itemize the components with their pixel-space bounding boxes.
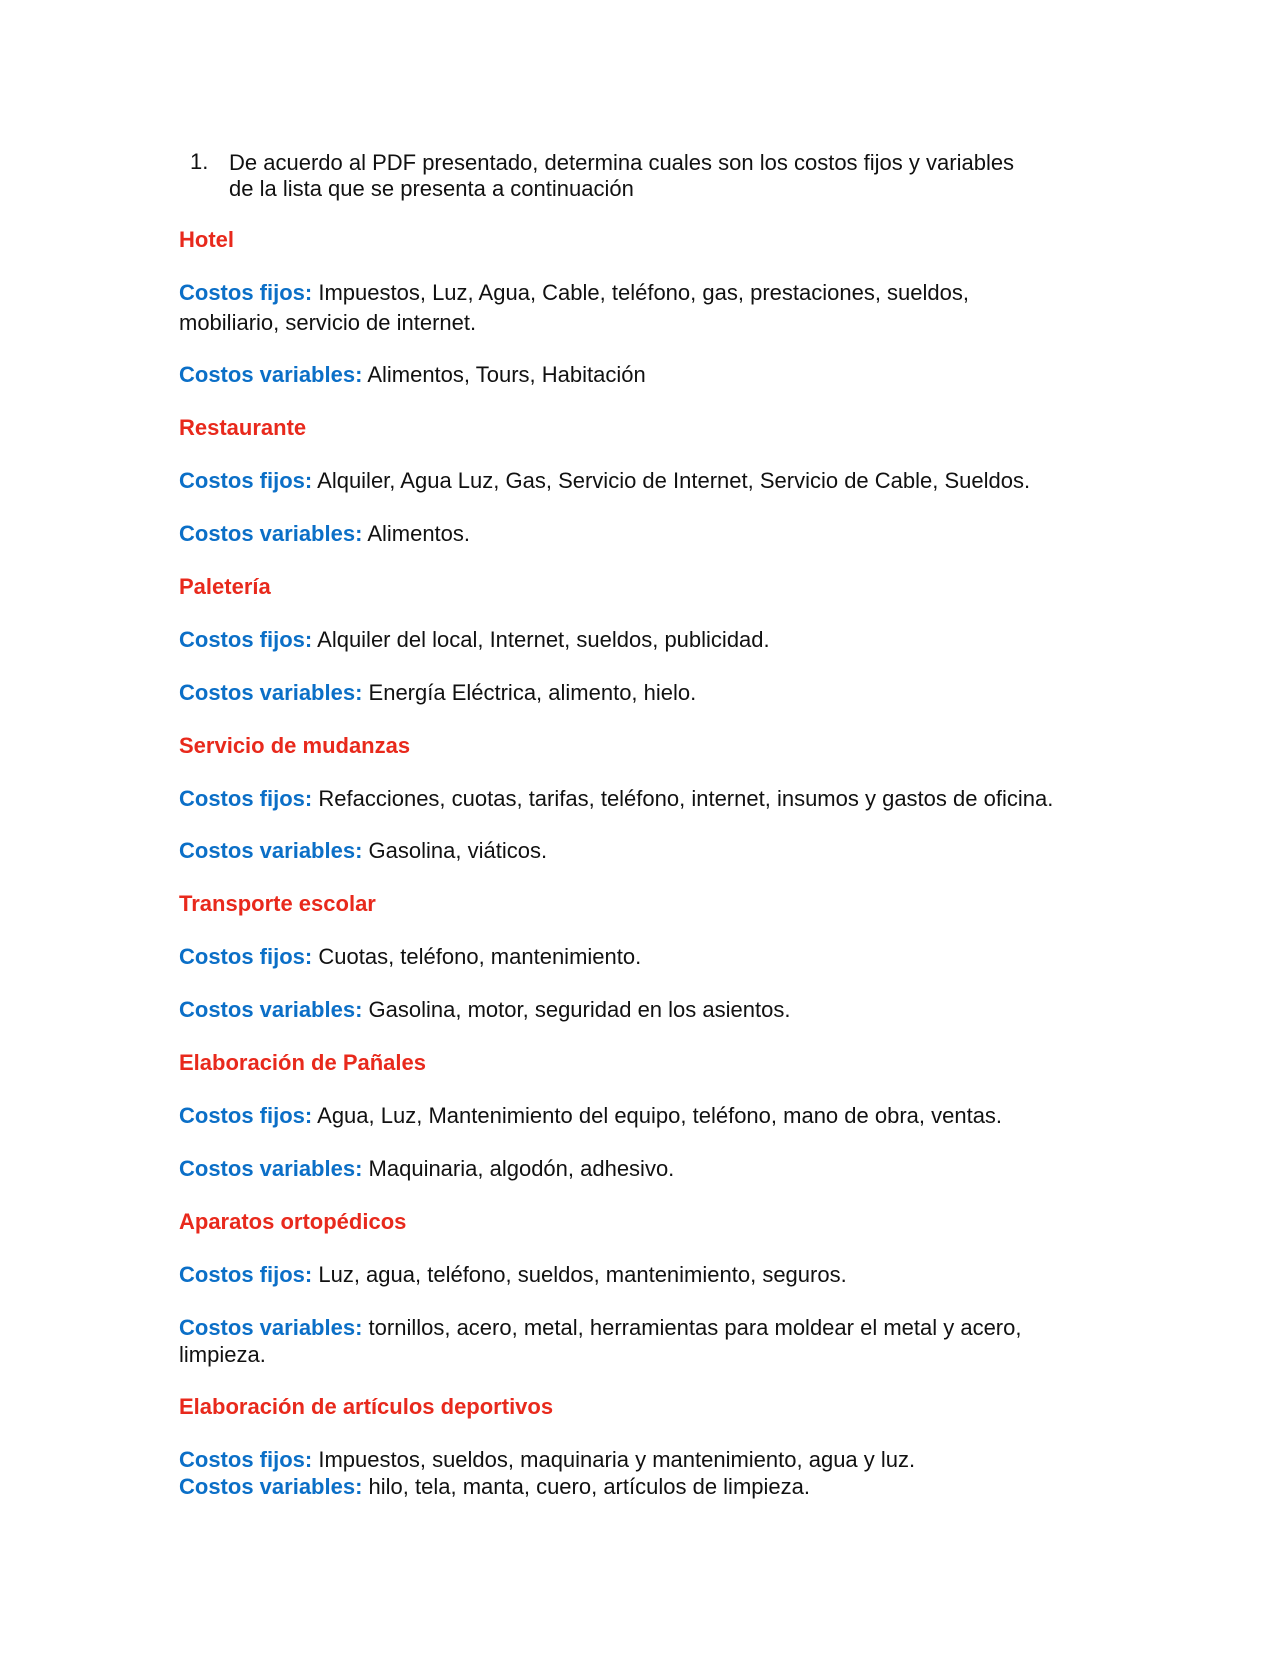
variable-costs-text: Alimentos, Tours, Habitación — [367, 362, 646, 387]
variable-costs-label: Costos variables: — [179, 838, 363, 863]
question-line-2: de la lista que se presenta a continuación — [229, 176, 634, 201]
section-title-ortopedicos: Aparatos ortopédicos — [179, 1209, 407, 1234]
variable-costs-label: Costos variables: — [179, 680, 363, 705]
fixed-costs-label: Costos fijos: — [179, 1103, 313, 1128]
fixed-costs-text: Impuestos, sueldos, maquinaria y mantenimiento, agua y luz. — [318, 1447, 916, 1472]
fixed-costs-text: Refacciones, cuotas, tarifas, teléfono, internet, insumos y gastos de oficina. — [318, 786, 1054, 811]
variable-costs-restaurante — [179, 520, 470, 548]
variable-costs-transporte — [179, 996, 790, 1024]
fixed-costs-label: Costos fijos: — [179, 944, 313, 969]
section-title-transporte: Transporte escolar — [179, 891, 376, 916]
variable-costs-label: Costos variables: — [179, 1474, 363, 1499]
fixed-costs-deportivos — [179, 1446, 915, 1474]
fixed-costs-hotel-cont: mobiliario, servicio de internet. — [179, 310, 477, 335]
variable-costs-text: Gasolina, viáticos. — [368, 838, 548, 863]
fixed-costs-panales — [179, 1102, 1002, 1130]
section-title-deportivos: Elaboración de artículos deportivos — [179, 1394, 554, 1419]
fixed-costs-label: Costos fijos: — [179, 1262, 313, 1287]
section-title-mudanzas: Servicio de mudanzas — [179, 733, 411, 758]
variable-costs-label: Costos variables: — [179, 1156, 363, 1181]
list-number: 1. — [190, 149, 209, 174]
fixed-costs-label: Costos fijos: — [179, 468, 313, 493]
fixed-costs-paleteria — [179, 626, 770, 654]
section-title-paleteria: Paletería — [179, 574, 271, 599]
fixed-costs-restaurante — [179, 467, 1030, 495]
variable-costs-paleteria — [179, 679, 696, 707]
question-line-1: De acuerdo al PDF presentado, determina cuales son los costos fijos y variables — [229, 150, 1015, 175]
fixed-costs-mudanzas — [179, 785, 1053, 813]
fixed-costs-text: Alquiler, Agua Luz, Gas, Servicio de Internet, Servicio de Cable, Sueldos. — [317, 468, 1031, 493]
section-title-panales: Elaboración de Pañales — [179, 1050, 426, 1075]
fixed-costs-text: Luz, agua, teléfono, sueldos, mantenimiento, seguros. — [318, 1262, 847, 1287]
variable-costs-label: Costos variables: — [179, 521, 363, 546]
variable-costs-label: Costos variables: — [179, 1315, 363, 1340]
fixed-costs-ortopedicos — [179, 1261, 847, 1289]
variable-costs-mudanzas — [179, 837, 547, 865]
fixed-costs-text: Cuotas, teléfono, mantenimiento. — [318, 944, 642, 969]
variable-costs-hotel — [179, 361, 646, 389]
variable-costs-ortopedicos — [179, 1314, 1021, 1342]
variable-costs-ortopedicos-cont: limpieza. — [179, 1342, 266, 1367]
variable-costs-text: Alimentos. — [367, 521, 471, 546]
variable-costs-text: tornillos, acero, metal, herramientas para moldear el metal y acero, — [368, 1315, 1022, 1340]
fixed-costs-label: Costos fijos: — [179, 627, 313, 652]
section-title-restaurante: Restaurante — [179, 415, 307, 440]
fixed-costs-label: Costos fijos: — [179, 1447, 313, 1472]
variable-costs-label: Costos variables: — [179, 997, 363, 1022]
fixed-costs-text: Impuestos, Luz, Agua, Cable, teléfono, gas, prestaciones, sueldos, — [318, 280, 969, 305]
fixed-costs-text: Agua, Luz, Mantenimiento del equipo, teléfono, mano de obra, ventas. — [317, 1103, 1003, 1128]
fixed-costs-transporte — [179, 943, 641, 971]
variable-costs-text: Maquinaria, algodón, adhesivo. — [368, 1156, 675, 1181]
variable-costs-text: Gasolina, motor, seguridad en los asientos. — [368, 997, 791, 1022]
variable-costs-deportivos — [179, 1473, 810, 1501]
fixed-costs-text: Alquiler del local, Internet, sueldos, publicidad. — [317, 627, 770, 652]
section-title-hotel: Hotel — [179, 227, 234, 252]
fixed-costs-hotel — [179, 279, 969, 307]
variable-costs-label: Costos variables: — [179, 362, 363, 387]
variable-costs-panales — [179, 1155, 674, 1183]
variable-costs-text: Energía Eléctrica, alimento, hielo. — [368, 680, 697, 705]
fixed-costs-label: Costos fijos: — [179, 280, 313, 305]
variable-costs-text: hilo, tela, manta, cuero, artículos de limpieza. — [368, 1474, 810, 1499]
fixed-costs-label: Costos fijos: — [179, 786, 313, 811]
